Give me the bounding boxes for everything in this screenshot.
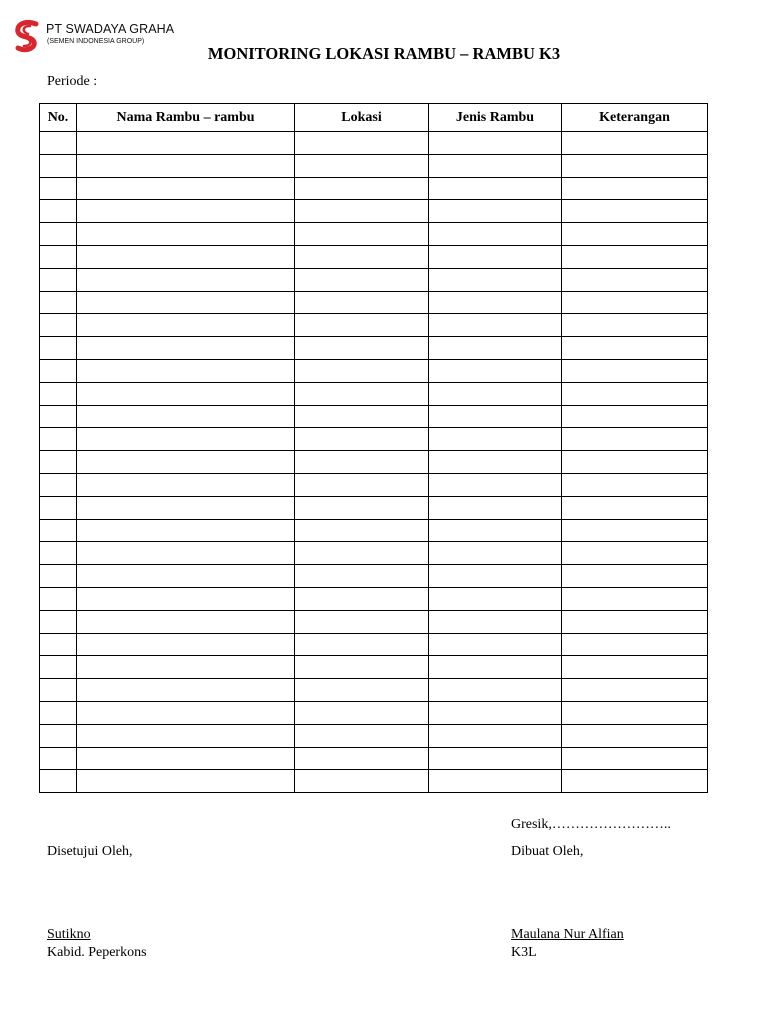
table-cell <box>77 701 295 724</box>
table-row <box>40 268 708 291</box>
table-cell <box>77 610 295 633</box>
table-cell <box>562 223 708 246</box>
table-cell <box>562 473 708 496</box>
table-cell <box>429 610 562 633</box>
table-row <box>40 747 708 770</box>
table-row <box>40 154 708 177</box>
table-cell <box>295 405 429 428</box>
table-cell <box>295 770 429 793</box>
table-cell <box>40 291 77 314</box>
table-cell <box>77 542 295 565</box>
table-row <box>40 291 708 314</box>
table-cell <box>40 473 77 496</box>
table-row <box>40 770 708 793</box>
table-cell <box>77 770 295 793</box>
table-cell <box>40 496 77 519</box>
table-cell <box>77 291 295 314</box>
table-cell <box>77 496 295 519</box>
table-cell <box>295 679 429 702</box>
table-cell <box>429 747 562 770</box>
table-cell <box>562 200 708 223</box>
table-row <box>40 132 708 155</box>
column-header-lokasi: Lokasi <box>295 104 429 132</box>
table-cell <box>295 245 429 268</box>
table-cell <box>77 132 295 155</box>
table-cell <box>562 337 708 360</box>
table-cell <box>295 359 429 382</box>
place-date: Gresik,…………………….. <box>511 817 671 832</box>
table-cell <box>429 428 562 451</box>
table-cell <box>40 724 77 747</box>
table-cell <box>562 770 708 793</box>
table-cell <box>77 359 295 382</box>
table-cell <box>295 154 429 177</box>
table-cell <box>429 314 562 337</box>
table-row <box>40 405 708 428</box>
table-row <box>40 679 708 702</box>
table-cell <box>77 679 295 702</box>
table-cell <box>40 132 77 155</box>
table-body <box>40 132 708 793</box>
column-header-no: No. <box>40 104 77 132</box>
table-row <box>40 610 708 633</box>
table-cell <box>429 451 562 474</box>
table-cell <box>40 268 77 291</box>
table-cell <box>429 177 562 200</box>
table-row <box>40 177 708 200</box>
table-cell <box>40 382 77 405</box>
table-cell <box>295 382 429 405</box>
table-cell <box>429 496 562 519</box>
table-cell <box>562 314 708 337</box>
approved-by-label: Disetujui Oleh, <box>47 844 133 859</box>
table-cell <box>562 610 708 633</box>
table-header-row <box>40 104 708 132</box>
table-cell <box>562 268 708 291</box>
column-header-keterangan: Keterangan <box>562 104 708 132</box>
table-cell <box>77 587 295 610</box>
table-cell <box>77 451 295 474</box>
table-cell <box>562 519 708 542</box>
table-cell <box>429 565 562 588</box>
table-cell <box>295 656 429 679</box>
table-cell <box>429 382 562 405</box>
table-cell <box>295 633 429 656</box>
table-cell <box>77 314 295 337</box>
table-cell <box>295 724 429 747</box>
table-cell <box>40 656 77 679</box>
table-cell <box>429 154 562 177</box>
table-cell <box>40 314 77 337</box>
table-cell <box>562 587 708 610</box>
table-cell <box>40 337 77 360</box>
table-cell <box>429 405 562 428</box>
table-row <box>40 701 708 724</box>
table-cell <box>295 268 429 291</box>
made-by-label: Dibuat Oleh, <box>511 844 584 859</box>
table-cell <box>77 154 295 177</box>
maker-name: Maulana Nur Alfian <box>511 927 624 942</box>
maker-title: K3L <box>511 945 537 960</box>
table-row <box>40 724 708 747</box>
table-cell <box>295 747 429 770</box>
table-cell <box>77 337 295 360</box>
table-cell <box>429 473 562 496</box>
table-row <box>40 656 708 679</box>
table-cell <box>295 542 429 565</box>
table-cell <box>77 724 295 747</box>
table-cell <box>429 770 562 793</box>
table-cell <box>562 428 708 451</box>
table-cell <box>295 132 429 155</box>
table-cell <box>429 701 562 724</box>
column-header-nama-rambu: Nama Rambu – rambu <box>77 104 295 132</box>
table-cell <box>429 519 562 542</box>
column-header-jenis-rambu: Jenis Rambu <box>429 104 562 132</box>
table-cell <box>295 451 429 474</box>
table-row <box>40 223 708 246</box>
table-cell <box>40 177 77 200</box>
table-cell <box>40 223 77 246</box>
table-row <box>40 519 708 542</box>
table-cell <box>77 747 295 770</box>
table-cell <box>77 200 295 223</box>
table-cell <box>40 428 77 451</box>
table-cell <box>562 701 708 724</box>
table-row <box>40 565 708 588</box>
table-cell <box>429 337 562 360</box>
table-cell <box>562 496 708 519</box>
table-cell <box>429 724 562 747</box>
table-cell <box>40 519 77 542</box>
table-cell <box>77 565 295 588</box>
table-cell <box>429 132 562 155</box>
table-cell <box>40 405 77 428</box>
table-cell <box>40 565 77 588</box>
table-cell <box>77 245 295 268</box>
table-cell <box>295 428 429 451</box>
table-cell <box>77 223 295 246</box>
table-cell <box>77 177 295 200</box>
table-cell <box>40 633 77 656</box>
table-row <box>40 587 708 610</box>
table-cell <box>562 359 708 382</box>
table-cell <box>562 132 708 155</box>
table-cell <box>429 679 562 702</box>
approver-name: Sutikno <box>47 927 91 942</box>
table-cell <box>562 245 708 268</box>
table-cell <box>429 542 562 565</box>
table-cell <box>295 587 429 610</box>
table-row <box>40 200 708 223</box>
table-cell <box>562 382 708 405</box>
table-cell <box>40 451 77 474</box>
table-cell <box>77 473 295 496</box>
table-cell <box>562 565 708 588</box>
table-cell <box>40 200 77 223</box>
table-row <box>40 473 708 496</box>
table-cell <box>562 679 708 702</box>
table-cell <box>562 154 708 177</box>
table-cell <box>77 382 295 405</box>
table-cell <box>295 496 429 519</box>
table-row <box>40 633 708 656</box>
table-cell <box>77 428 295 451</box>
table-cell <box>295 200 429 223</box>
periode-label: Periode : <box>47 74 98 89</box>
company-name: PT SWADAYA GRAHA <box>46 22 175 36</box>
table-cell <box>40 542 77 565</box>
table-cell <box>295 291 429 314</box>
table-cell <box>77 656 295 679</box>
table-cell <box>429 656 562 679</box>
document-title: MONITORING LOKASI RAMBU – RAMBU K3 <box>207 44 561 63</box>
table-row <box>40 428 708 451</box>
table-cell <box>40 770 77 793</box>
table-cell <box>562 656 708 679</box>
table-cell <box>295 177 429 200</box>
table-row <box>40 451 708 474</box>
table-cell <box>40 359 77 382</box>
table-cell <box>295 473 429 496</box>
table-cell <box>40 245 77 268</box>
table-cell <box>295 314 429 337</box>
table-cell <box>40 679 77 702</box>
table-row <box>40 314 708 337</box>
table-cell <box>40 610 77 633</box>
table-cell <box>562 542 708 565</box>
table-row <box>40 496 708 519</box>
table-cell <box>562 451 708 474</box>
table-cell <box>40 587 77 610</box>
table-cell <box>295 565 429 588</box>
table-cell <box>429 587 562 610</box>
table-cell <box>40 154 77 177</box>
table-cell <box>429 291 562 314</box>
table-cell <box>562 291 708 314</box>
table-cell <box>295 223 429 246</box>
table-cell <box>429 200 562 223</box>
approver-title: Kabid. Peperkons <box>47 945 147 960</box>
monitoring-table <box>39 103 708 793</box>
table-cell <box>77 633 295 656</box>
table-cell <box>562 724 708 747</box>
table-cell <box>295 337 429 360</box>
table-cell <box>562 405 708 428</box>
table-cell <box>429 245 562 268</box>
table-cell <box>295 610 429 633</box>
table-cell <box>77 268 295 291</box>
company-group: (SEMEN INDONESIA GROUP) <box>47 38 145 45</box>
table-row <box>40 359 708 382</box>
table-cell <box>429 223 562 246</box>
table-cell <box>40 747 77 770</box>
table-row <box>40 542 708 565</box>
table-row <box>40 245 708 268</box>
table-cell <box>77 519 295 542</box>
table-cell <box>77 405 295 428</box>
table-cell <box>562 747 708 770</box>
table-cell <box>429 268 562 291</box>
table-row <box>40 382 708 405</box>
table-cell <box>295 701 429 724</box>
table-cell <box>295 519 429 542</box>
table-cell <box>562 633 708 656</box>
table-cell <box>429 633 562 656</box>
table-cell <box>40 701 77 724</box>
table-row <box>40 337 708 360</box>
table-cell <box>429 359 562 382</box>
table-cell <box>562 177 708 200</box>
